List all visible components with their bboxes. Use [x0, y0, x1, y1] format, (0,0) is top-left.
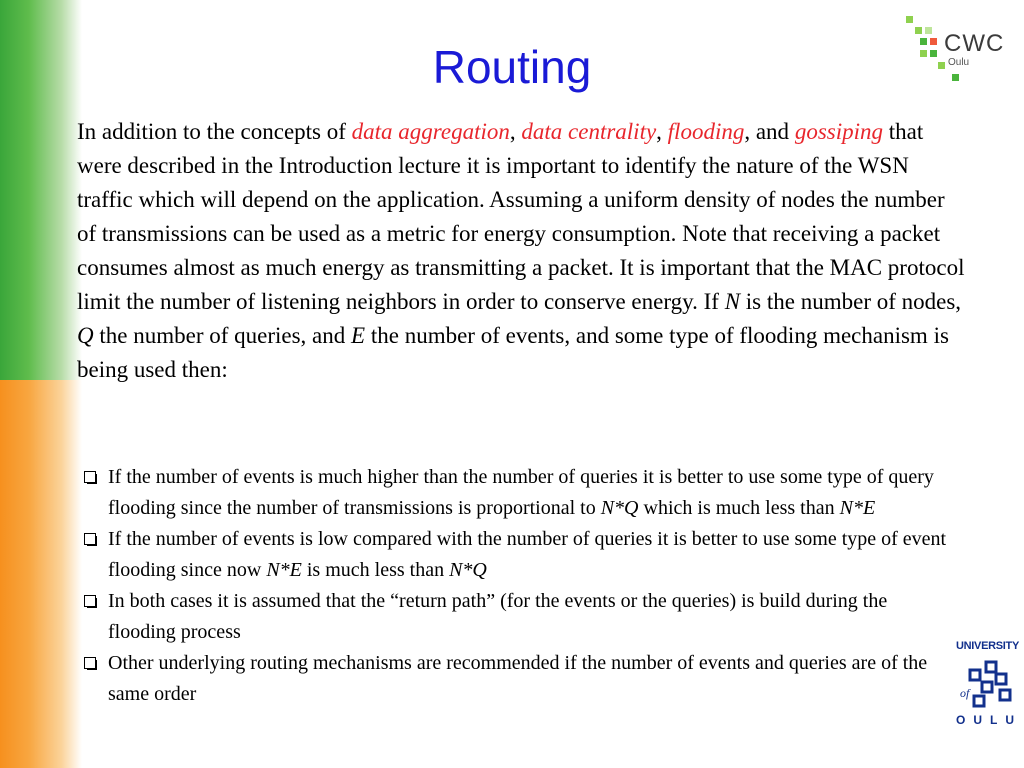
list-item: In both cases it is assumed that the “return path” (for the events or the queries) is build during the flooding process [84, 586, 954, 648]
checkbox-bullet-icon [84, 657, 96, 669]
var-e: E [351, 323, 366, 348]
term-data-aggregation: data aggregation [351, 119, 510, 144]
university-logo-of: of [960, 686, 970, 700]
university-logo-top: UNIVERSITY [956, 640, 1020, 652]
list-item: If the number of events is low compared with the number of queries it is better to use some type of event flooding since now N*E is much less than N*Q [84, 524, 954, 586]
list-item: Other underlying routing mechanisms are recommended if the number of events and queries are of the same order [84, 648, 954, 710]
term-data-centrality: data centrality [521, 119, 657, 144]
logo-square [906, 16, 913, 23]
slide-title: Routing [432, 41, 592, 93]
cwc-logo-name: CWC [944, 30, 1005, 57]
university-logo-bottom: OULU [956, 713, 1022, 727]
intro-paragraph: In addition to the concepts of data aggregation, data centrality, flooding, and gossiping that were described in the Introduction lecture it is important to identify the nature of the WSN traffic which will depend on the application. Assuming a uniform density of nodes the number of transmissions can be used as a metric for energy consumption. Note that receiving a packet consumes almost as much energy as transmitting a packet. It is important that the MAC protocol limit the number of listening neighbors in order to conserve energy. If N is the number of nodes, Q the number of queries, and E the number of events, and some type of flooding mechanism is being used then: [77, 119, 965, 382]
term-flooding: flooding [667, 119, 745, 144]
checkbox-bullet-icon [84, 471, 96, 483]
checkbox-bullet-icon [84, 533, 96, 545]
logo-square [925, 27, 932, 34]
checkbox-bullet-icon [84, 595, 96, 607]
logo-square [915, 27, 922, 34]
bullet-list [84, 462, 954, 710]
left-orange-band [0, 380, 82, 768]
cwc-logo-sub: Oulu [948, 57, 970, 68]
list-item: If the number of events is much higher than the number of queries it is better to use some type of query flooding since the number of transmissions is proportional to N*Q which is much less than N*E [84, 462, 954, 524]
term-gossiping: gossiping [794, 119, 883, 144]
var-q: Q [77, 323, 94, 348]
var-n: N [724, 289, 741, 314]
